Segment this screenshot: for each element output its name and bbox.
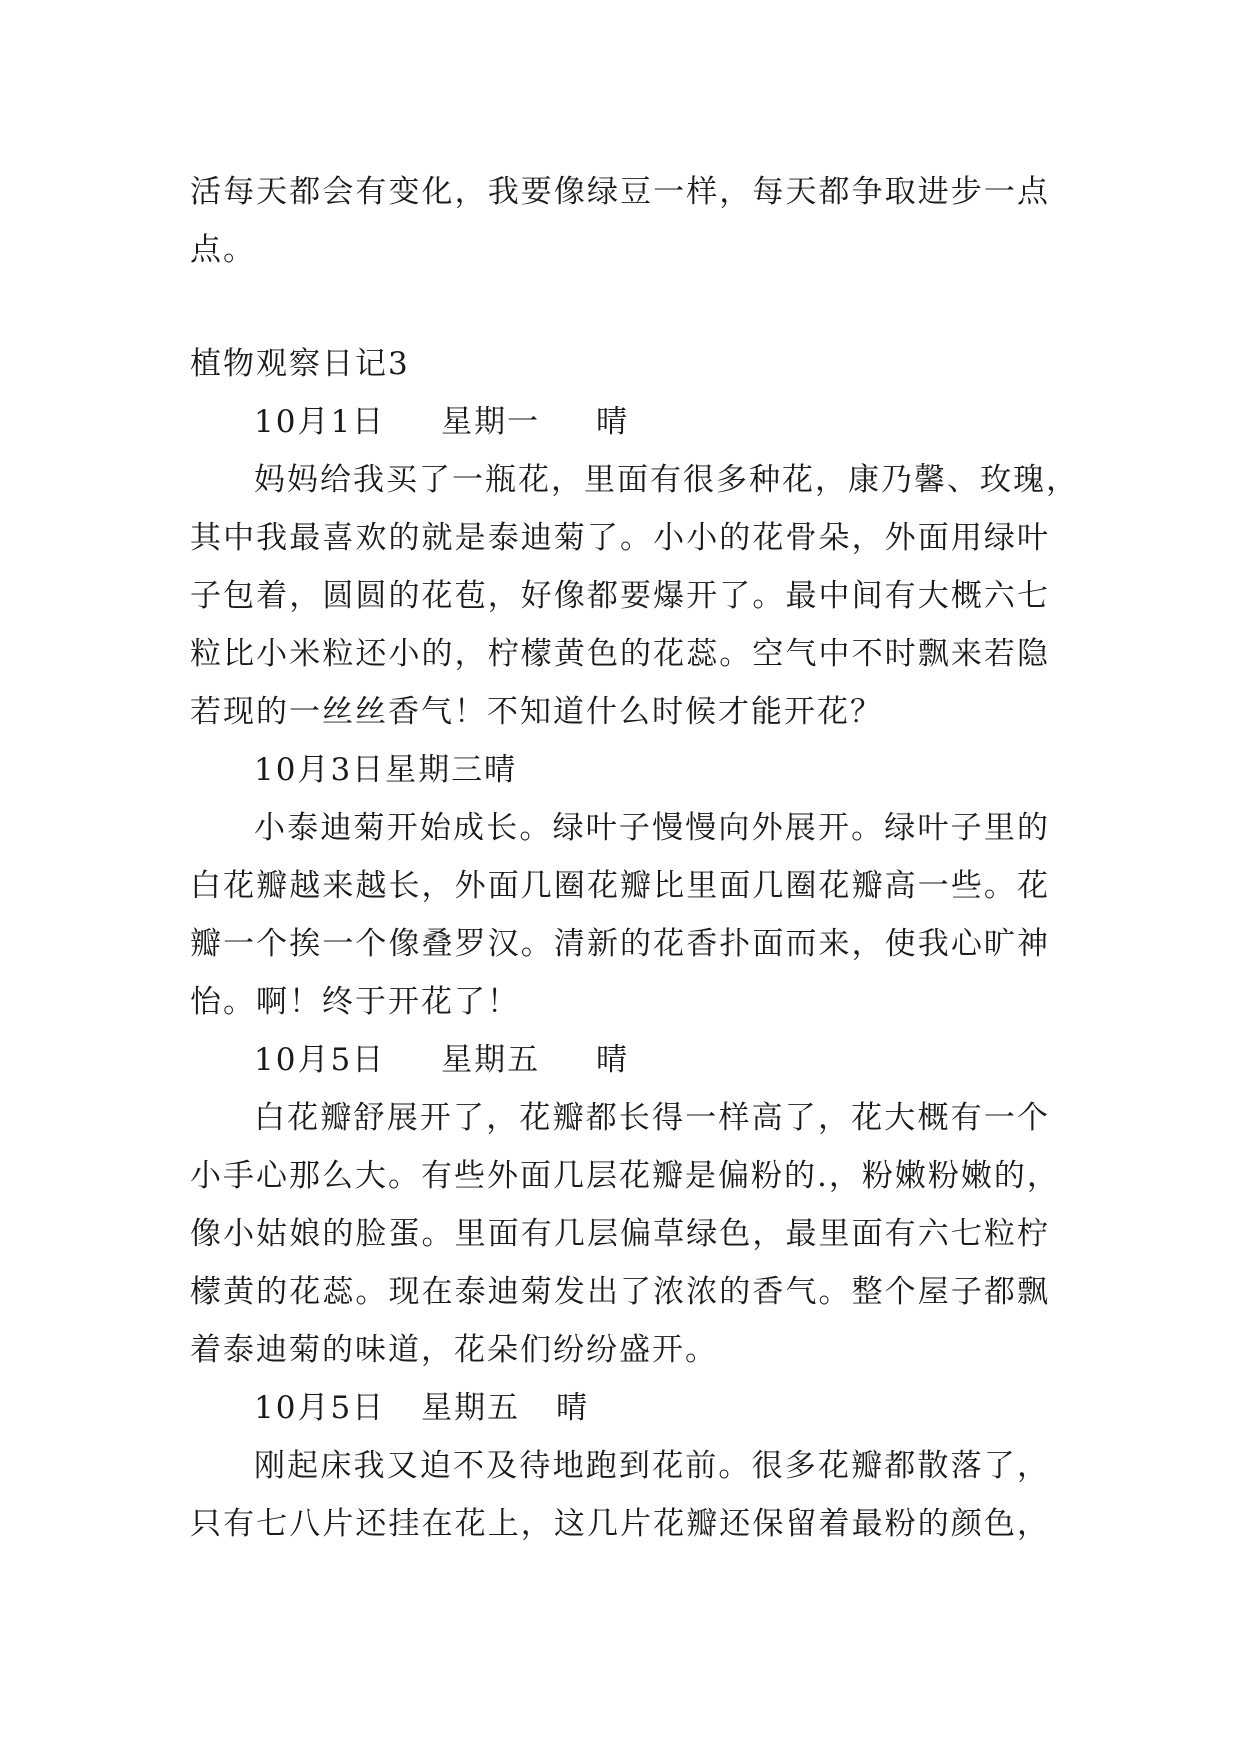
entry-3-date: 10月5日 bbox=[254, 1042, 386, 1078]
entry-1-weather: 晴 bbox=[596, 404, 630, 440]
entry-4-line-2: 只有七八片还挂在花上，这几片花瓣还保留着最粉的颜色， bbox=[190, 1506, 1050, 1542]
entry-2-line-2: 白花瓣越来越长，外面几圈花瓣比里面几圈花瓣高一些。花 bbox=[190, 868, 1050, 904]
entry-1-line-3: 子包着，圆圆的花苞，好像都要爆开了。最中间有大概六七 bbox=[190, 578, 1050, 614]
entry-2-line-4: 怡。啊！终于开花了！ bbox=[190, 984, 520, 1020]
entry-3-line-4: 檬黄的花蕊。现在泰迪菊发出了浓浓的香气。整个屋子都飘 bbox=[190, 1274, 1050, 1310]
diary-title: 植物观察日记3 bbox=[190, 346, 410, 382]
entry-4-date-line bbox=[190, 1379, 1050, 1437]
entry-1-line-1: 妈妈给我买了一瓶花，里面有很多种花，康乃馨、玫瑰， bbox=[254, 462, 1079, 498]
entry-2-date-line: 10月3日星期三晴 bbox=[254, 752, 518, 788]
entry-1-date: 10月1日 bbox=[254, 404, 386, 440]
entry-4-weather: 晴 bbox=[556, 1390, 590, 1426]
entry-4-date: 10月5日 bbox=[254, 1390, 386, 1426]
entry-3-line-2: 小手心那么大。有些外面几层花瓣是偏粉的.，粉嫩粉嫩的， bbox=[190, 1158, 1060, 1194]
entry-1-date-line bbox=[190, 393, 1050, 451]
entry-3-line-5: 着泰迪菊的味道，花朵们纷纷盛开。 bbox=[190, 1332, 718, 1368]
entry-1-weekday: 星期一 bbox=[441, 404, 541, 440]
entry-3-date-line bbox=[190, 1031, 1050, 1089]
intro-line-1: 活每天都会有变化，我要像绿豆一样，每天都争取进步一点 bbox=[190, 174, 1050, 210]
entry-3-weather: 晴 bbox=[596, 1042, 630, 1078]
entry-1-line-5: 若现的一丝丝香气！不知道什么时候才能开花？ bbox=[190, 694, 883, 730]
entry-3-line-1: 白花瓣舒展开了，花瓣都长得一样高了，花大概有一个 bbox=[254, 1100, 1050, 1136]
document-body bbox=[190, 163, 1079, 1553]
entry-2-line-3: 瓣一个挨一个像叠罗汉。清新的花香扑面而来，使我心旷神 bbox=[190, 926, 1050, 962]
entry-1-line-4: 粒比小米粒还小的，柠檬黄色的花蕊。空气中不时飘来若隐 bbox=[190, 636, 1050, 672]
entry-3-line-3: 像小姑娘的脸蛋。里面有几层偏草绿色，最里面有六七粒柠 bbox=[190, 1216, 1050, 1252]
entry-4-weekday: 星期五 bbox=[421, 1390, 521, 1426]
entry-3-weekday: 星期五 bbox=[441, 1042, 541, 1078]
entry-2-line-1: 小泰迪菊开始成长。绿叶子慢慢向外展开。绿叶子里的 bbox=[254, 810, 1050, 846]
intro-line-2: 点。 bbox=[190, 232, 256, 268]
entry-4-line-1: 刚起床我又迫不及待地跑到花前。很多花瓣都散落了， bbox=[254, 1448, 1050, 1484]
entry-1-line-2: 其中我最喜欢的就是泰迪菊了。小小的花骨朵，外面用绿叶 bbox=[190, 520, 1050, 556]
